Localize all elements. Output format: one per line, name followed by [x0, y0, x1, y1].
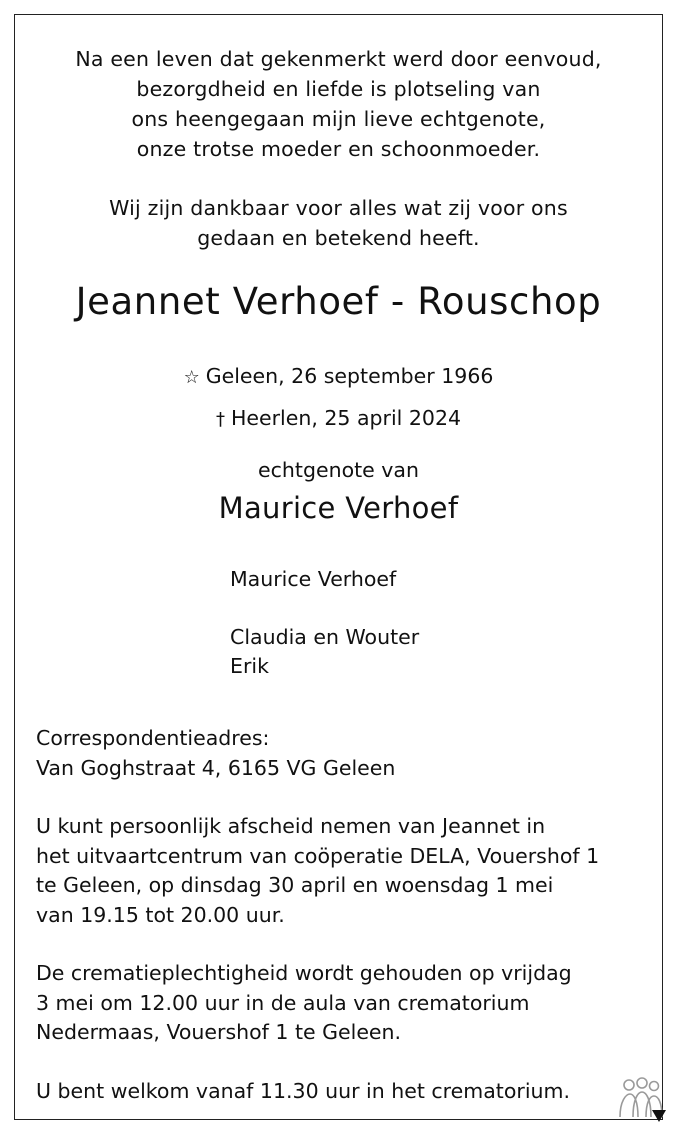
farewell-line: U kunt persoonlijk afscheid nemen van Jeannet in: [36, 814, 546, 838]
intro-line: ons heengegaan mijn lieve echtgenote,: [131, 107, 546, 131]
family-list: [230, 565, 419, 681]
cross-icon: †: [215, 409, 225, 430]
family-member: Claudia en Wouter: [230, 625, 420, 649]
farewell-line: het uitvaartcentrum van coöperatie DELA, Vouershof 1: [36, 843, 600, 868]
thanks-line: gedaan en betekend heeft.: [197, 226, 480, 250]
farewell-line: te Geleen, op dinsdag 30 april en woensdag 1 mei: [36, 873, 554, 897]
farewell-line: van 19.15 tot 20.00 uur.: [36, 902, 285, 927]
deceased-name: Jeannet Verhoef - Rouschop: [75, 280, 602, 323]
correspondence-label: Correspondentieadres:: [36, 726, 270, 750]
star-icon: ☆: [183, 367, 200, 388]
life-dates: [14, 356, 663, 440]
thanks-line: Wij zijn dankbaar voor alles wat zij voor ons: [109, 196, 568, 220]
death-line: [14, 398, 663, 440]
practical-info: [36, 724, 646, 1106]
death-date: Heerlen, 25 april 2024: [230, 406, 462, 430]
birth-line: [14, 356, 663, 398]
correspondence-address: Van Goghstraat 4, 6165 VG Geleen: [36, 755, 396, 780]
welcome-line: U bent welkom vanaf 11.30 uur in het crematorium.: [36, 1078, 570, 1103]
birth-date: Geleen, 26 september 1966: [205, 364, 494, 388]
spouse-label: echtgenote van: [258, 458, 419, 482]
intro-line: onze trotse moeder en schoonmoeder.: [136, 137, 541, 161]
intro-text: [14, 44, 663, 253]
intro-line: Na een leven dat gekenmerkt werd door eenvoud,: [75, 47, 602, 71]
arrow-down-icon[interactable]: [652, 1110, 666, 1122]
ceremony-line: 3 mei om 12.00 uur in de aula van crematorium: [36, 990, 530, 1015]
family-member: Erik: [230, 654, 269, 678]
spouse-name: Maurice Verhoef: [218, 491, 459, 525]
intro-line: bezorgdheid en liefde is plotseling van: [136, 77, 541, 101]
ceremony-line: Nedermaas, Vouershof 1 te Geleen.: [36, 1020, 402, 1044]
ceremony-line: De crematieplechtigheid wordt gehouden op vrijdag: [36, 961, 572, 985]
family-member: Maurice Verhoef: [230, 567, 397, 591]
